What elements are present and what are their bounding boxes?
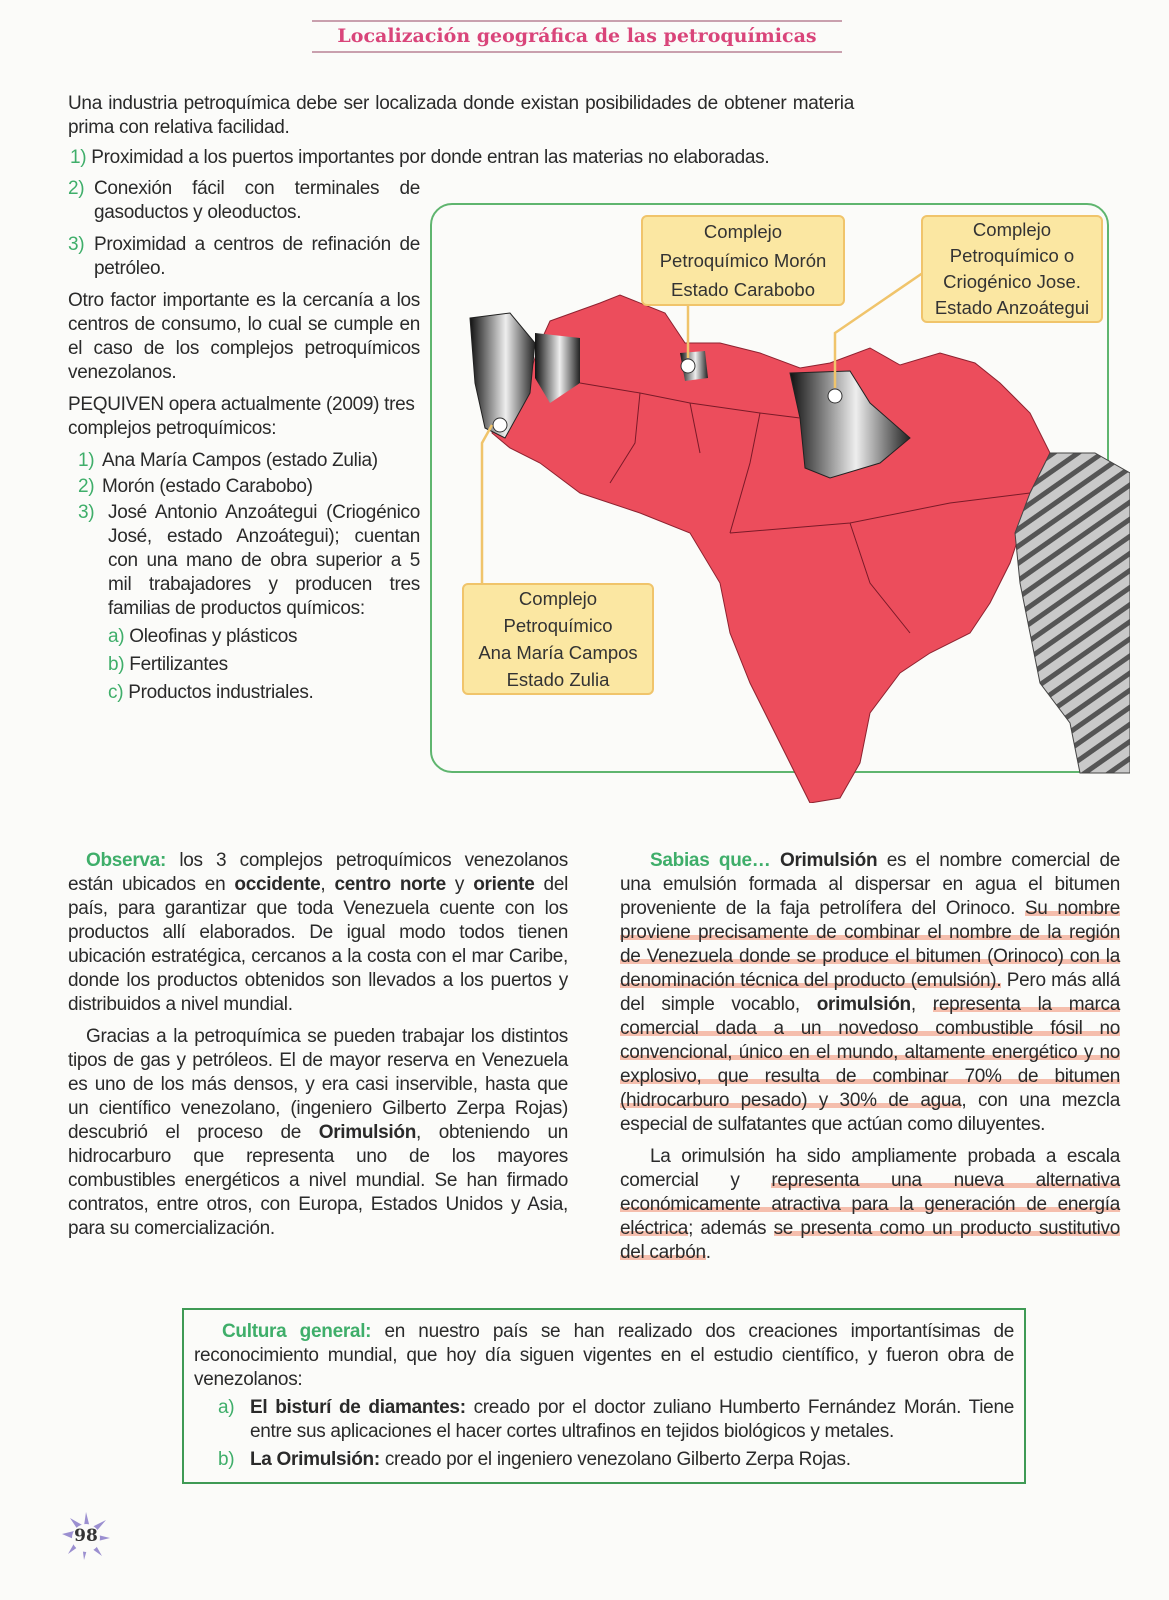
page-number: 98 xyxy=(74,1526,98,1546)
cultura-item-letter: b) xyxy=(218,1449,235,1470)
left-column xyxy=(68,177,420,713)
observa-paragraph xyxy=(68,849,568,1017)
complex-item xyxy=(78,475,420,499)
cultura-general-box xyxy=(182,1308,1026,1484)
text-segment: , obteniendo un hidrocarburo que representa uno de los mayores combustibles energéticos a nivel mundial. Se han firmado contratos, entre otros, con Europa, Estados Unidos y Asia, para su comercialización. xyxy=(68,1122,568,1239)
complex-number: 3) xyxy=(78,502,95,523)
complex-item xyxy=(78,449,420,473)
highlighted-text: representa la marca comercial dada a un novedoso combustible fósil no convencional, único en el mundo, altamente energético y no explosivo, que resulta de combinar 70% de bitumen (hidrocarburo pesado) y 30% de agua xyxy=(620,994,1120,1111)
text-segment: Pero más allá del simple vocablo, xyxy=(620,970,1120,1015)
intro-paragraph: Una industria petroquímica debe ser localizada donde existan posibilidades de obtener materia prima con relativa facilidad. xyxy=(68,93,854,138)
ana-maria-campos-marker xyxy=(493,418,507,432)
cultura-general-intro xyxy=(194,1320,1014,1392)
callout-line: Complejo xyxy=(972,219,1052,240)
family-item xyxy=(108,681,420,705)
pequiven-paragraph: PEQUIVEN opera actualmente (2009) tres complejos petroquímicos: xyxy=(68,394,415,439)
guyana-hatched-region xyxy=(1015,453,1130,773)
page-number-badge xyxy=(62,1512,110,1560)
factor-text: Proximidad a los puertos importantes por donde entran las materias no elaboradas. xyxy=(91,147,770,168)
text-segment: centro norte xyxy=(334,874,446,895)
cultura-item xyxy=(218,1396,1014,1444)
complex-number: 2) xyxy=(78,476,95,497)
factor-text: Conexión fácil con terminales de gasoductos y oleoductos. xyxy=(94,178,420,223)
highlighted-text: se presenta como un producto sustitutivo del carbón xyxy=(620,1218,1120,1263)
cultura-item xyxy=(218,1448,1014,1472)
right-lower-column xyxy=(620,849,1120,1273)
callout-ana-maria-campos xyxy=(462,583,654,695)
text-segment: ; además xyxy=(688,1218,774,1239)
cultura-item-label: El bisturí de diamantes: xyxy=(250,1397,466,1418)
complex-text: Ana María Campos (estado Zulia) xyxy=(102,450,378,471)
callout-moron xyxy=(641,215,845,306)
callout-line: Criogénico Jose. xyxy=(943,271,1081,292)
family-item xyxy=(108,625,420,649)
family-item xyxy=(108,653,420,677)
text-segment: , xyxy=(320,874,335,895)
text-segment: en nuestro país se han realizado dos creaciones importantísimas de reconocimiento mundial, que hoy día siguen vigentes en el estudio científico, y fueron obra de venezolanos: xyxy=(194,1321,1014,1390)
text-segment: La orimulsión ha sido ampliamente probada a escala comercial y xyxy=(620,1146,1120,1191)
text-segment: los 3 complejos petroquímicos venezolanos están ubicados en xyxy=(68,850,568,895)
text-segment: , xyxy=(910,994,933,1015)
factor-3 xyxy=(68,233,420,281)
section-label: Cultura general: xyxy=(222,1321,372,1342)
factor-2 xyxy=(68,177,420,225)
callout-line: Petroquímico o xyxy=(949,245,1075,266)
highlighted-text: Su nombre proviene precisamente de combinar el nombre de la región de Venezuela donde se produce el bitumen (Orinoco) con la denominación técnica del producto (emulsión). xyxy=(620,898,1120,991)
text-segment: occidente xyxy=(234,874,321,895)
lower-columns xyxy=(68,849,1120,1273)
gracias-paragraph xyxy=(68,1025,568,1241)
text-segment: Orimulsión xyxy=(318,1122,417,1143)
complex-item xyxy=(78,501,420,621)
factor-number: 2) xyxy=(68,178,85,199)
callout-line: Complejo xyxy=(703,221,783,242)
sabias-que-paragraph-2 xyxy=(620,1145,1120,1265)
callout-line: Petroquímico Morón xyxy=(659,250,827,271)
jose-marker xyxy=(828,389,842,403)
cultura-item-text: creado por el ingeniero venezolano Gilberto Zerpa Rojas. xyxy=(379,1449,851,1470)
factor-number: 3) xyxy=(68,234,85,255)
cultura-item-letter: a) xyxy=(218,1397,235,1418)
callout-line: Ana María Campos xyxy=(478,642,638,663)
callout-line: Complejo xyxy=(518,588,598,609)
families-list xyxy=(108,625,420,705)
cultura-item-text: creado por el doctor zuliano Humberto Fernández Morán. Tiene entre sus aplicaciones el hacer cortes ultrafinos en tejidos biológicos y metales. xyxy=(250,1397,1014,1442)
highlighted-text: representa una nueva alternativa económicamente atractiva para la generación de energía eléctrica xyxy=(620,1170,1120,1239)
family-text: Oleofinas y plásticos xyxy=(129,626,298,647)
callout-line: Estado Carabobo xyxy=(671,279,815,300)
callout-line: Estado Anzoátegui xyxy=(934,297,1090,318)
family-text: Productos industriales. xyxy=(128,682,314,703)
left-lower-column xyxy=(68,849,568,1273)
complex-number: 1) xyxy=(78,450,95,471)
cultura-item-label: La Orimulsión: xyxy=(250,1449,380,1470)
text-segment: Gracias a la petroquímica se pueden trabajar los distintos tipos de gas y petróleos. El de mayor reserva en Venezuela es uno de los más densos, y era casi inservible, hasta que un científico venezolano, (ingeniero Gilberto Zerpa Rojas) descubrió el proceso de xyxy=(68,1026,568,1143)
callout-line: Petroquímico xyxy=(503,615,613,636)
factor-1 xyxy=(70,146,910,170)
sabias-que-paragraph xyxy=(620,849,1120,1137)
text-segment: del país, para garantizar que toda Venezuela cuente con los productos allí elaborados. De igual modo todos tienen ubicación estratégica, cercanos a la costa con el mar Caribe, donde los productos obtenidos son llevados a los puertos y distribuidos a nivel mundial. xyxy=(68,874,569,1015)
factor-text: Proximidad a centros de refinación de petróleo. xyxy=(94,234,420,279)
callout-line: Estado Zulia xyxy=(506,669,610,690)
otro-factor-paragraph: Otro factor importante es la cercanía a los centros de consumo, lo cual se cumple en el caso de los complejos petroquímicos venezolanos. xyxy=(68,290,420,383)
callout-jose xyxy=(921,215,1103,323)
complex-text: José Antonio Anzoátegui (Criogénico José, estado Anzoátegui); cuentan con una mano de obra superior a 5 mil trabajadores y producen tres familias de productos químicos: xyxy=(108,502,420,619)
complex-text: Morón (estado Carabobo) xyxy=(102,476,313,497)
family-letter: b) xyxy=(108,654,125,675)
section-label: Observa: xyxy=(86,850,166,871)
text-segment: oriente xyxy=(473,874,535,895)
text-segment: . xyxy=(705,1242,711,1263)
text-segment: es el nombre comercial de una emulsión formada al dispersar en agua el bitumen proveniente de la faja petrolífera del Orinoco. xyxy=(620,850,1120,919)
page-title: Localización geográfica de las petroquímicas xyxy=(312,20,842,53)
text-segment: Orimulsión xyxy=(779,850,878,871)
text-segment: , con una mezcla especial de sulfatantes que actúan como diluyentes. xyxy=(620,1090,1120,1135)
text-segment: y xyxy=(445,874,474,895)
complex-list xyxy=(78,449,420,705)
text-segment: orimulsión xyxy=(816,994,911,1015)
section-label: Sabias que… xyxy=(650,850,780,871)
family-text: Fertilizantes xyxy=(129,654,228,675)
family-letter: a) xyxy=(108,626,125,647)
moron-marker xyxy=(681,359,695,373)
factor-number: 1) xyxy=(70,147,87,168)
family-letter: c) xyxy=(108,682,124,703)
